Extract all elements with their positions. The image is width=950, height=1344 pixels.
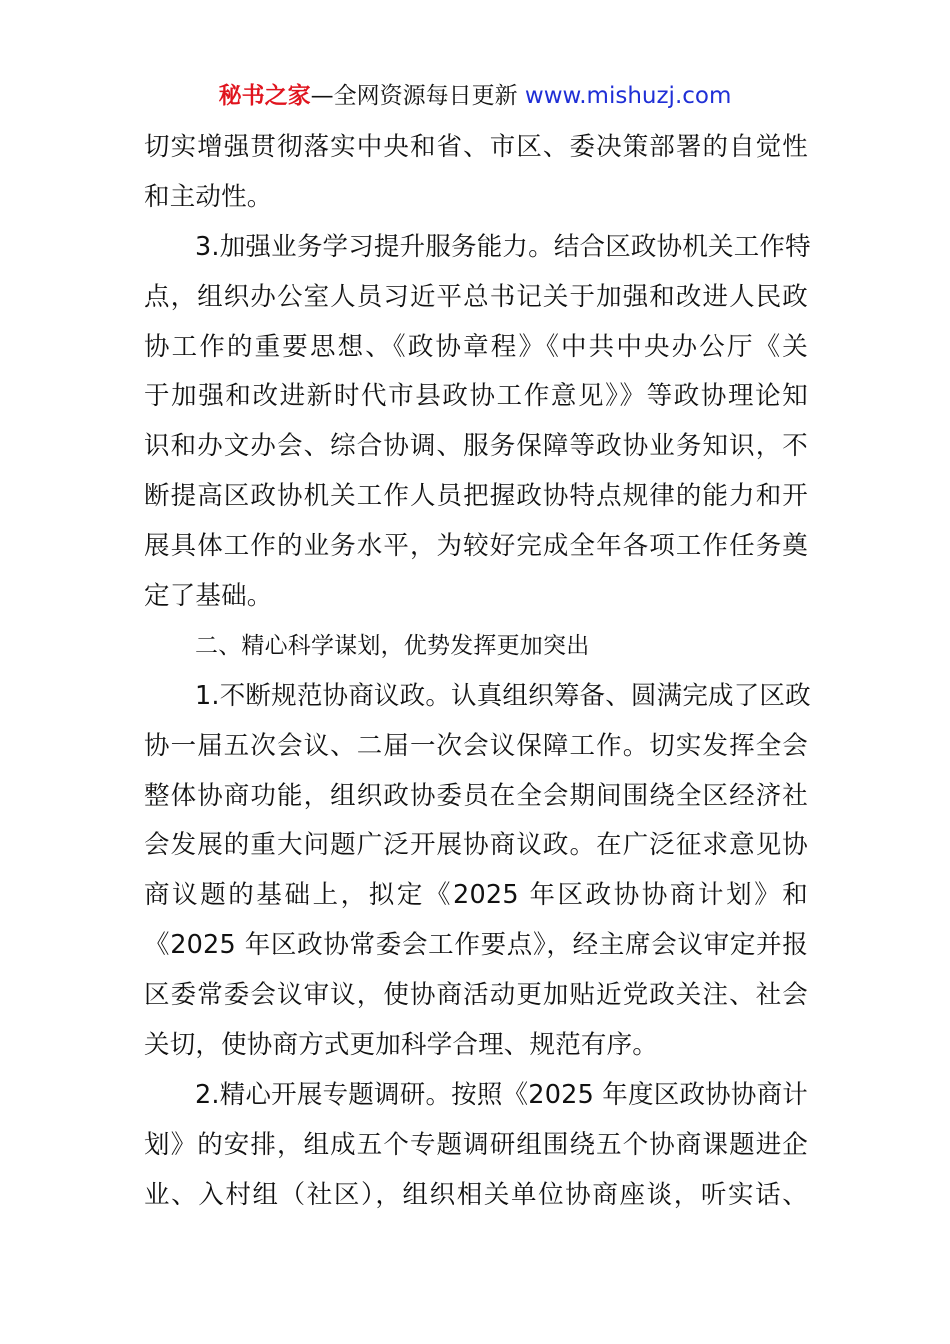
text-line: 协一届五次会议、二届一次会议保障工作。切实发挥全会 bbox=[144, 730, 808, 761]
text-line: 关切，使协商方式更加科学合理、规范有序。 bbox=[144, 1030, 659, 1061]
text-line: 区委常委会议审议，使协商活动更加贴近党政关注、社会 bbox=[144, 980, 808, 1011]
text-line: 于加强和改进新时代市县政协工作意见》》等政协理论知 bbox=[144, 381, 808, 412]
paragraph-start-line: 2.精心开展专题调研。按照《2025 年度区政协协商计 bbox=[195, 1079, 808, 1110]
text-line: 划》的安排，组成五个专题调研组围绕五个协商课题进企 bbox=[144, 1129, 808, 1160]
header-tagline: —全网资源每日更新 bbox=[310, 83, 525, 109]
text-line: 《2025 年区政协常委会工作要点》，经主席会议审定并报 bbox=[144, 930, 808, 961]
text-line: 整体协商功能，组织政协委员在全会期间围绕全区经济社 bbox=[144, 780, 808, 811]
text-line: 定了基础。 bbox=[144, 581, 273, 612]
text-line: 业、入村组（社区），组织相关单位协商座谈，听实话、 bbox=[144, 1179, 808, 1210]
text-line: 商议题的基础上，拟定《2025 年区政协协商计划》和 bbox=[144, 880, 808, 911]
text-line: 点，组织办公室人员习近平总书记关于加强和改进人民政 bbox=[144, 281, 808, 312]
text-line: 展具体工作的业务水平，为较好完成全年各项工作任务奠 bbox=[144, 531, 808, 562]
page-header bbox=[0, 78, 950, 114]
paragraph-start-line: 3.加强业务学习提升服务能力。结合区政协机关工作特 bbox=[195, 231, 811, 262]
text-line: 切实增强贯彻落实中央和省、市区、委决策部署的自觉性 bbox=[144, 132, 808, 162]
header-site-link[interactable]: www.mishuzj.com bbox=[524, 83, 732, 109]
document-body bbox=[144, 123, 811, 1221]
text-line: 协工作的重要思想、《政协章程》《中共中央办公厅《关 bbox=[144, 331, 808, 362]
section-heading: 二、精心科学谋划，优势发挥更加突出 bbox=[195, 632, 590, 659]
text-line: 断提高区政协机关工作人员把握政协特点规律的能力和开 bbox=[144, 481, 808, 512]
text-line: 和主动性。 bbox=[144, 181, 273, 212]
text-line: 会发展的重大问题广泛开展协商议政。在广泛征求意见协 bbox=[144, 830, 808, 861]
header-brand: 秘书之家 bbox=[218, 83, 311, 109]
paragraph-start-line: 1.不断规范协商议政。认真组织筹备、圆满完成了区政 bbox=[195, 680, 811, 711]
text-line: 识和办文办会、综合协调、服务保障等政协业务知识，不 bbox=[144, 431, 808, 462]
